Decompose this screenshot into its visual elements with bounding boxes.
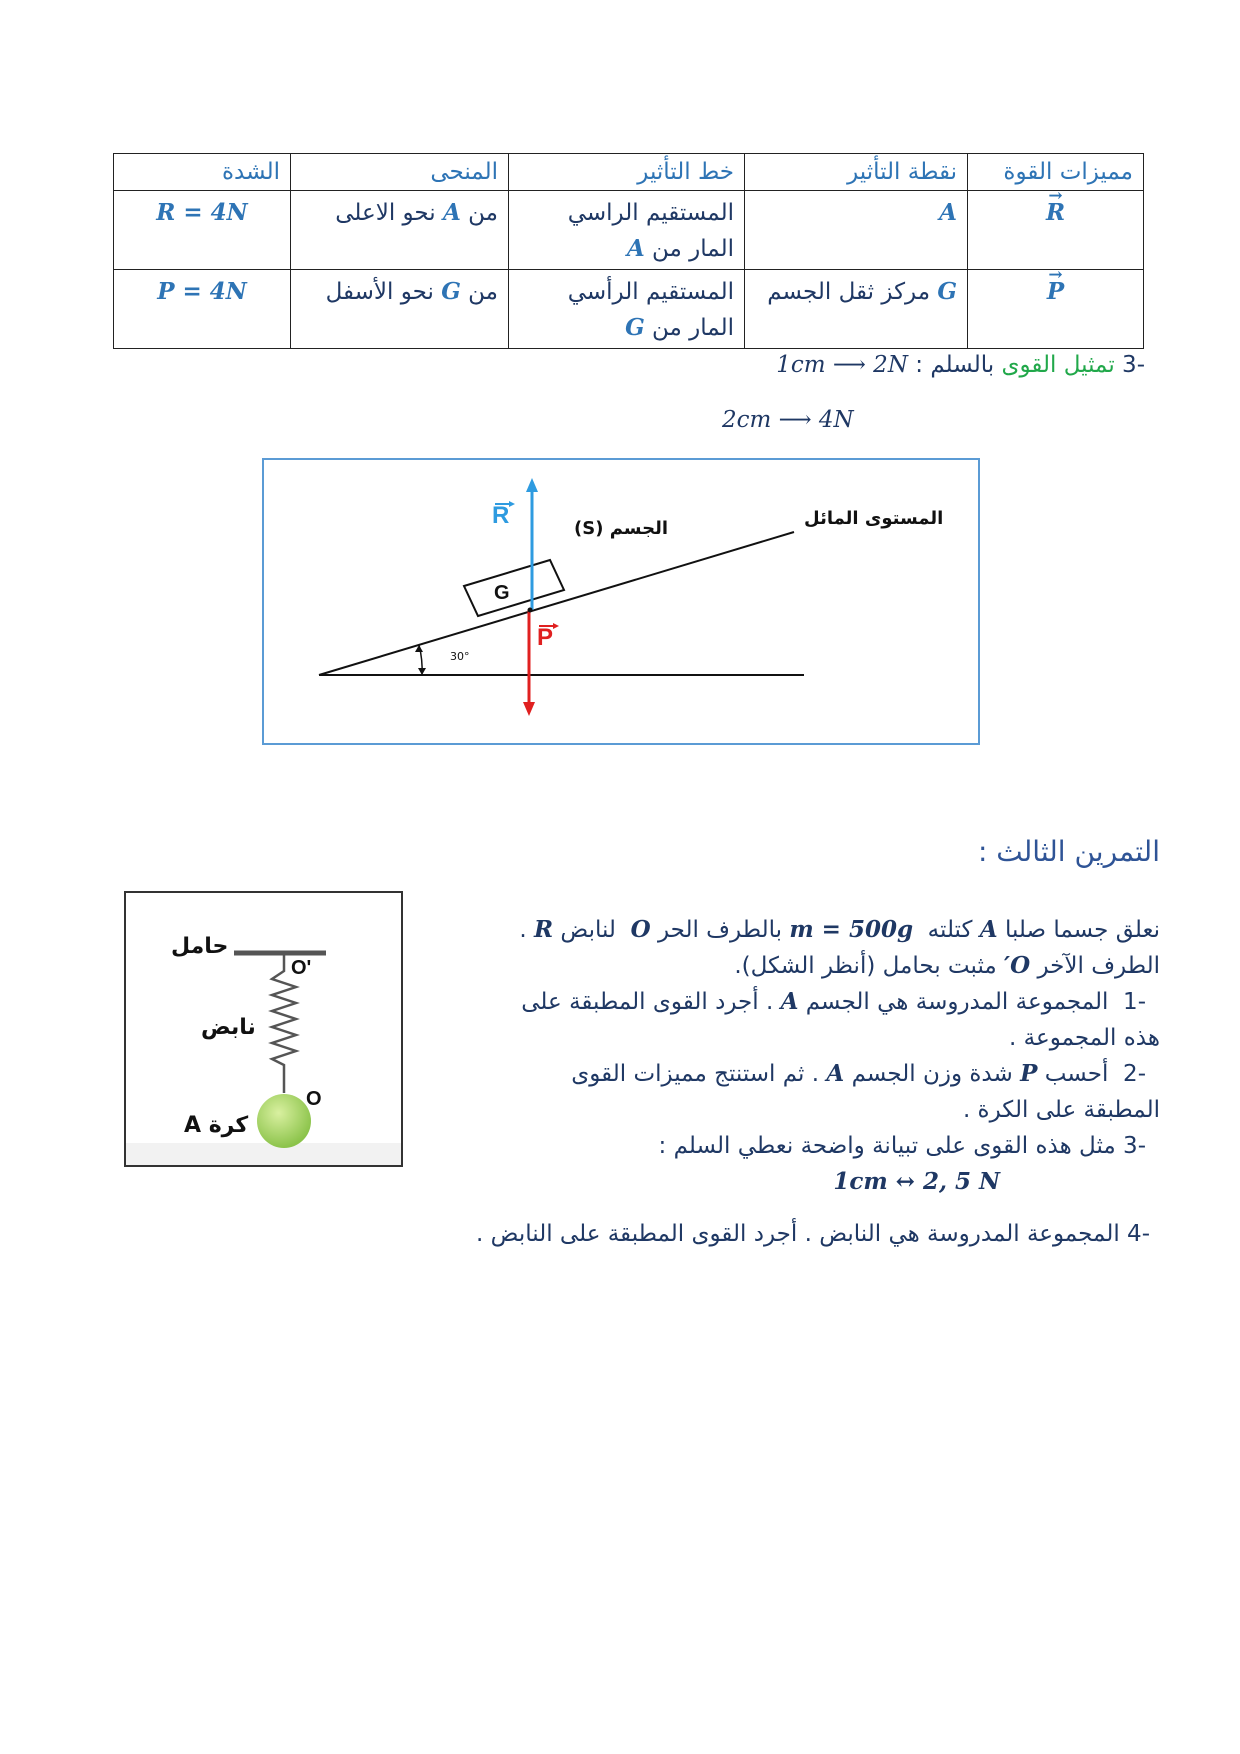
label-angle: 30° <box>450 650 470 663</box>
scale-line <box>600 347 1145 383</box>
label-body: الجسم (S) <box>574 518 669 539</box>
direction-text: من <box>468 279 498 305</box>
question-3 <box>410 1128 1160 1164</box>
header-point: نقطة التأثير <box>745 154 968 191</box>
var: A <box>979 916 998 943</box>
table-row <box>114 270 1144 349</box>
spring-diagram <box>126 893 401 1165</box>
var: R <box>533 916 554 943</box>
line-var: G <box>625 314 645 341</box>
label-P: P <box>537 624 554 651</box>
magnitude-R: R = 4N <box>156 199 248 226</box>
line-text: المار من <box>652 236 734 262</box>
scale-value: 1cm ↔ 2, 5 N <box>833 1168 1000 1195</box>
incline-diagram <box>264 460 978 743</box>
mass-value: m = 500g <box>789 916 914 943</box>
ball <box>257 1094 311 1148</box>
table-row <box>114 191 1144 270</box>
label-R: R <box>492 502 510 529</box>
header-force: مميزات القوة <box>968 154 1144 191</box>
line-text: المستقيم الراسي <box>567 200 734 226</box>
question-number: -4 <box>1127 1221 1150 1247</box>
force-P: → P <box>1047 274 1064 310</box>
direction-var: A <box>443 199 461 226</box>
header-direction: المنحى <box>291 154 509 191</box>
direction-text: نحو الاعلى <box>335 200 436 226</box>
direction-text: من <box>468 200 498 226</box>
exercise3-intro <box>410 912 1160 1200</box>
text: لنابض <box>560 917 616 943</box>
var: O <box>630 916 651 943</box>
var: A <box>826 1060 845 1087</box>
line-var: A <box>626 235 645 262</box>
label-O: O <box>306 1088 322 1110</box>
var: A <box>780 988 799 1015</box>
point-var: G <box>937 278 957 305</box>
angle-arrow-head <box>418 668 426 675</box>
spring-figure <box>124 891 403 1167</box>
var: P <box>1020 1060 1038 1087</box>
incline-figure <box>262 458 980 745</box>
label-support: حامل <box>171 934 229 959</box>
text: مثبت بحامل (أنظر الشكل). <box>734 953 997 979</box>
label-G: G <box>494 582 510 604</box>
text: . ثم استنتج مميزات القوى <box>571 1061 820 1087</box>
block-body <box>464 560 564 616</box>
text: نعلق جسما صلبا <box>1004 917 1160 943</box>
text: المجموعة المدروسة هي الجسم <box>805 989 1109 1015</box>
label-plane: المستوى المائل <box>804 508 944 529</box>
point-G-dot <box>528 608 533 613</box>
text: هذه المجموعة . <box>1009 1025 1160 1051</box>
text: شدة وزن الجسم <box>851 1061 1013 1087</box>
vector-P-head <box>523 702 535 716</box>
text: . أجرد القوى المطبقة على <box>521 989 774 1015</box>
scale-value-2: 2cm ⟶ 4N <box>722 407 854 433</box>
item-number: -3 <box>1122 352 1145 378</box>
vec-arrow-P-head <box>553 623 559 629</box>
magnitude-P: P = 4N <box>157 278 247 305</box>
text: المجموعة المدروسة هي النابض . أجرد القوى المطبقة على النابض . <box>476 1221 1120 1247</box>
figure-bottom-strip <box>126 1143 401 1165</box>
table-header-row <box>114 154 1144 191</box>
text: المطبقة على الكرة . <box>962 1097 1160 1123</box>
vec-arrow-R-head <box>509 501 515 507</box>
question-4 <box>300 1216 1150 1252</box>
question-number: -2 <box>1123 1061 1146 1087</box>
scale-label: بالسلم : <box>915 352 995 378</box>
text: بالطرف الحر <box>657 917 783 943</box>
header-line: خط التأثير <box>509 154 745 191</box>
text: مثل هذه القوى على تبيانة واضحة نعطي السلم : <box>658 1133 1116 1159</box>
point-A: A <box>939 199 957 226</box>
text: كتلته <box>927 917 973 943</box>
incline-line <box>319 532 794 675</box>
vector-R-head <box>526 478 538 492</box>
label-O-prime: O' <box>291 957 312 979</box>
line-text: المار من <box>652 315 734 341</box>
question-2 <box>410 1056 1160 1092</box>
exercise3-title: التمرين الثالث : <box>977 835 1160 868</box>
header-magnitude: الشدة <box>114 154 291 191</box>
var: O′ <box>1004 952 1031 979</box>
scale-heading: تمثيل القوى <box>1001 352 1115 378</box>
force-R: → R <box>1046 195 1065 231</box>
question-1 <box>410 984 1160 1020</box>
force-characteristics-table <box>113 153 1144 349</box>
text: الطرف الآخر <box>1037 953 1160 979</box>
point-text: مركز ثقل الجسم <box>767 279 931 305</box>
question-number: -3 <box>1123 1133 1146 1159</box>
text: أحسب <box>1044 1061 1109 1087</box>
question-number: -1 <box>1123 989 1146 1015</box>
direction-var: G <box>441 278 461 305</box>
direction-text: نحو الأسفل <box>325 279 434 305</box>
scale-value-1: 1cm ⟶ 2N <box>776 352 908 378</box>
label-ball: كرة A <box>184 1113 249 1138</box>
label-spring: نابض <box>201 1015 256 1040</box>
line-text: المستقيم الرأسي <box>567 279 734 305</box>
text: . <box>519 917 527 943</box>
